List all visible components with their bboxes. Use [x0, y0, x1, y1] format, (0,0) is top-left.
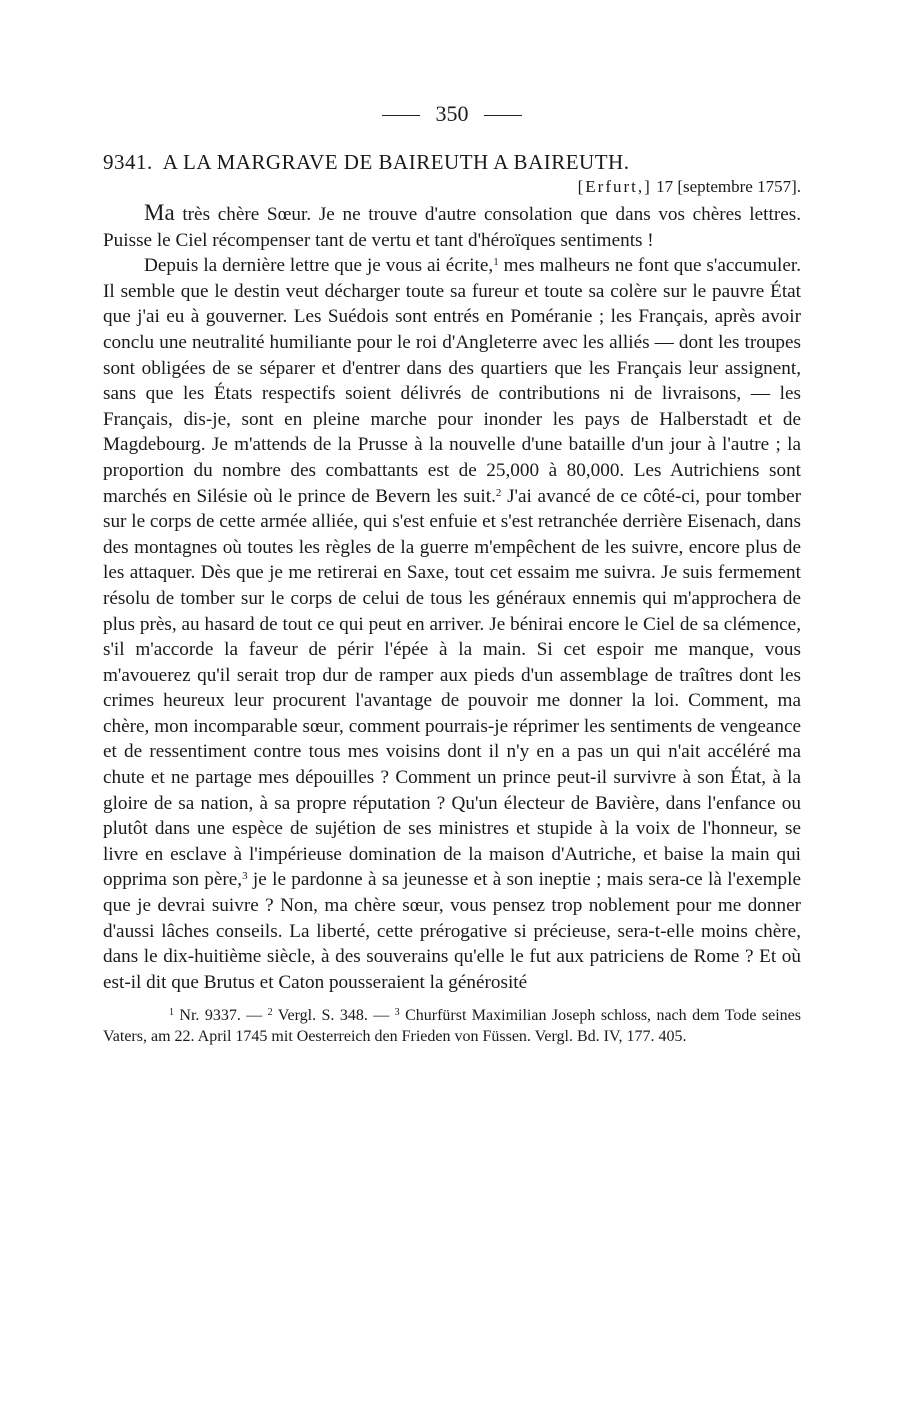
page-number: 350: [435, 101, 469, 126]
footnote-2: Vergl. S. 348. —: [272, 1007, 395, 1025]
letter-date: 17 [septembre 1757].: [656, 177, 801, 196]
footnote-mark-3: 3: [394, 1007, 400, 1019]
footnote-block: [103, 1005, 801, 1047]
paragraph-2-text-d: je le pardonne à sa jeunesse et à son ineptie ; mais sera-ce là l'exemple que je devrai suivre ? Non, ma chère sœur, vous pensez trop noblement pour me donner d'aussi lâches conseils. La liberté, cette prérogative si précieuse, sera-t-elle moins chère, dans le dix-huitième siècle, à des souverains qu'elle le fut aux patriciens de Rome ? Et où est-il dit que Brutus et Caton pousseraient la générosité: [103, 869, 801, 993]
salutation: Ma: [144, 200, 175, 225]
letter-heading: [103, 148, 801, 176]
header-dash-left: [382, 115, 420, 116]
footnote-ref-1: 1: [493, 256, 499, 269]
paragraph-1-text: très chère Sœur. Je ne trouve d'autre consolation que dans vos chères lettres. Puisse le Ciel récompenser tant de vertu et tant d'héroïques sentiments !: [103, 204, 801, 251]
paragraph-2-text-b: mes malheurs ne font que s'accumuler. Il semble que le destin veut décharger toute sa fureur et toute sa colère sur le pauvre État que j'ai eu à gouverner. Les Suédois sont entrés en Poméranie ; les Français, après avoir conclu une neutralité humiliante pour le roi d'Angleterre avec les alliés — dont les troupes sont obligées de se séparer et d'entrer dans des quartiers que les Français leur assignent, sans que les États respectifs soient délivrés de contributions ni de livraisons, — les Français, dis-je, sont en pleine marche pour inonder les pays de Halberstadt et de Magdebourg. Je m'attends de la Prusse à la nouvelle d'une bataille d'un jour à l'autre ; la proportion du nombre des combattants est de 25,000 à 80,000. Les Autrichiens sont marchés en Silésie où le prince de Bevern les suit.: [103, 255, 801, 507]
letter-number: 9341.: [103, 150, 153, 174]
document-page: [103, 98, 801, 1047]
letter-body: [103, 200, 801, 995]
paragraph-1: [103, 200, 801, 253]
header-dash-right: [484, 115, 522, 116]
page-header: [103, 98, 801, 130]
letter-title: A LA MARGRAVE DE BAIREUTH A BAIREUTH.: [162, 150, 630, 174]
footnotes: [103, 1005, 801, 1047]
paragraph-2: [103, 253, 801, 995]
letter-dateline: [103, 176, 801, 198]
footnote-1: Nr. 9337. —: [174, 1007, 268, 1025]
letter-place: [Erfurt,]: [577, 177, 652, 196]
paragraph-2-text-a: Depuis la dernière lettre que je vous ai écrite,: [144, 255, 494, 277]
footnote-mark-2: 2: [267, 1007, 273, 1019]
paragraph-2-text-c: J'ai avancé de ce côté-ci, pour tomber sur le corps de cette armée alliée, qui s'est enfuie et s'est retranchée derrière Eisenach, dans des montagnes où toutes les règles de la guerre m'empêchent de les suivre, encore plus de les attaquer. Dès que je me retirerai en Saxe, tout cet essaim me suivra. Je suis fermement résolu de tomber sur le corps de celui de tous les généraux ennemis qui m'approchera de plus près, au hasard de tout ce qui peut en arriver. Je bénirai encore le Ciel de sa clémence, s'il m'accorde la faveur de périr l'épée à la main. Si cet espoir me manque, vous m'avouerez qu'il serait trop dur de ramper aux pieds d'un assemblage de traîtres dont les crimes heureux leur procurent l'avantage de pouvoir me donner la loi. Comment, ma chère, mon incomparable sœur, comment pourrais-je réprimer les sentiments de vengeance et de ressentiment contre tous mes voisins dont il n'y en a pas un qui n'ait accéléré ma chute et ne partage mes dépouilles ? Comment un prince peut-il survivre à son État, à la gloire de sa nation, à sa propre réputation ? Qu'un électeur de Bavière, dans l'enfance ou plutôt dans une espèce de sujétion de ses ministres et stupide à la voix de l'honneur, se livre en esclave à l'impérieuse domination de la maison d'Autriche, et baise la main qui opprima son père,: [103, 485, 801, 891]
footnote-ref-2: 2: [495, 486, 502, 499]
footnote-3: Churfürst Maximilian Joseph schloss, nach dem Tode seines Vaters, am 22. April 1745 mit Oesterreich den Frieden von Füssen. Vergl. Bd. IV, 177. 405.: [103, 1007, 801, 1046]
footnote-mark-1: 1: [169, 1007, 174, 1019]
footnote-ref-3: 3: [242, 870, 248, 883]
